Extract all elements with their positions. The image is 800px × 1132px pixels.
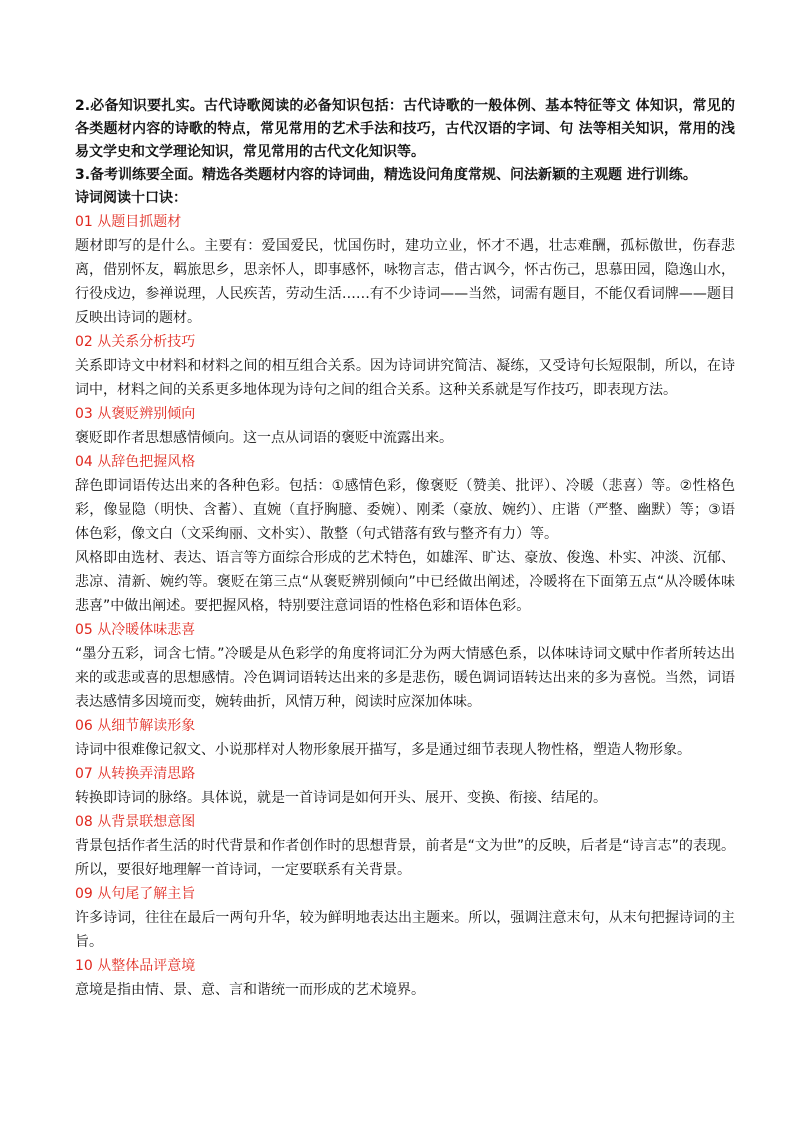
section-paragraph: 褒贬即作者思想感情倾向。这一点从词语的褒贬中流露出来。: [75, 430, 453, 446]
section-paragraph: “墨分五彩，词含七情。”冷暖是从色彩学的角度将词汇分为两大情感色系，以体味诗词文赋中作者所转达出来的或悲或喜的思想感情。冷色调词语转达出来的多是悲伤，暖色调词语转达出来的多为喜悦。当然，词语表达感情多因境而变，婉转曲折，风情万种，阅读时应深加体味。: [75, 646, 735, 710]
section-paragraph: 题材即写的是什么。主要有：爱国爱民，忧国伤时，建功立业，怀才不遇，壮志难酬，孤标傲世，伤春悲离，借别怀友，羁旅思乡，思亲怀人，即事感怀，咏物言志，借古讽今，怀古伤己，思慕田园，隐逸山水，行役戍边，参禅说理，人民疾苦，劳动生活……有不少诗词——当然，词需有题目，不能仅看词牌——题目反映出诗词的题材。: [75, 238, 735, 326]
section-heading: 08 从背景联想意图: [75, 814, 196, 830]
section-heading: 04 从辞色把握风格: [75, 454, 196, 470]
section-07: [75, 762, 735, 810]
section-paragraph: 背景包括作者生活的时代背景和作者创作时的思想背景，前者是“文为世”的反映，后者是“诗言志”的表现。所以，要很好地理解一首诗词，一定要联系有关背景。: [75, 838, 735, 878]
section-10: [75, 954, 735, 1002]
section-paragraph: 意境是指由情、景、意、言和谐统一而形成的艺术境界。: [75, 982, 425, 998]
section-06: [75, 714, 735, 762]
section-01: [75, 210, 735, 330]
section-05: [75, 618, 735, 714]
section-list-title: 诗词阅读十口诀：: [75, 190, 187, 206]
section-heading: 03 从褒贬辨别倾向: [75, 406, 196, 422]
section-paragraph: 关系即诗文中材料和材料之间的相互组合关系。因为诗词讲究简洁、凝练，又受诗句长短限制，所以，在诗词中，材料之间的关系更多地体现为诗句之间的组合关系。这种关系就是写作技巧，即表现方法。: [75, 358, 735, 398]
section-02: [75, 330, 735, 402]
section-paragraph: 诗词中很难像记叙文、小说那样对人物形象展开描写，多是通过细节表现人物性格，塑造人物形象。: [75, 742, 691, 758]
section-heading: 10 从整体品评意境: [75, 958, 196, 974]
section-03: [75, 402, 735, 450]
section-08: [75, 810, 735, 882]
section-paragraph: 风格即由选材、表达、语言等方面综合形成的艺术特色，如雄浑、旷达、豪放、俊逸、朴实、冲淡、沉郁、悲凉、清新、婉约等。褒贬在第三点“从褒贬辨别倾向”中已经做出阐述，冷暖将在下面第五点“从冷暖体味悲喜”中做出阐述。要把握风格，特别要注意词语的性格色彩和语体色彩。: [75, 550, 735, 614]
section-heading: 07 从转换弄清思路: [75, 766, 196, 782]
section-paragraph: 辞色即词语传达出来的各种色彩。包括：①感情色彩，像褒贬（赞美、批评）、冷暖（悲喜）等。②性格色彩，像显隐（明快、含蓄）、直婉（直抒胸臆、委婉）、刚柔（豪放、婉约）、庄谐（严整、幽默）等；③语体色彩，像文白（文采绚丽、文朴实）、散整（句式错落有致与整齐有力）等。: [75, 478, 735, 542]
section-heading: 02 从关系分析技巧: [75, 334, 196, 350]
section-paragraph: 转换即诗词的脉络。具体说，就是一首诗词是如何开头、展开、变换、衔接、结尾的。: [75, 790, 607, 806]
document-page: [75, 95, 735, 1002]
intro-paragraph-2: 3.备考训练要全面。精选各类题材内容的诗词曲，精选设问角度常规、问法新颖的主观题 进行训练。: [75, 167, 697, 183]
section-heading: 09 从句尾了解主旨: [75, 886, 196, 902]
section-04: [75, 450, 735, 618]
section-heading: 01 从题目抓题材: [75, 214, 182, 230]
section-heading: 06 从细节解读形象: [75, 718, 196, 734]
section-09: [75, 882, 735, 954]
section-heading: 05 从冷暖体味悲喜: [75, 622, 196, 638]
intro-paragraph-1: 2.必备知识要扎实。古代诗歌阅读的必备知识包括：古代诗歌的一般体例、基本特征等文 体知识，常见的各类题材内容的诗歌的特点，常见常用的艺术手法和技巧，古代汉语的字词、句 法等相关知识，常用的浅易文学史和文学理论知识，常见常用的古代文化知识等。: [75, 98, 735, 160]
section-paragraph: 许多诗词，往往在最后一两句升华，较为鲜明地表达出主题来。所以，强调注意末句，从末句把握诗词的主旨。: [75, 910, 735, 950]
